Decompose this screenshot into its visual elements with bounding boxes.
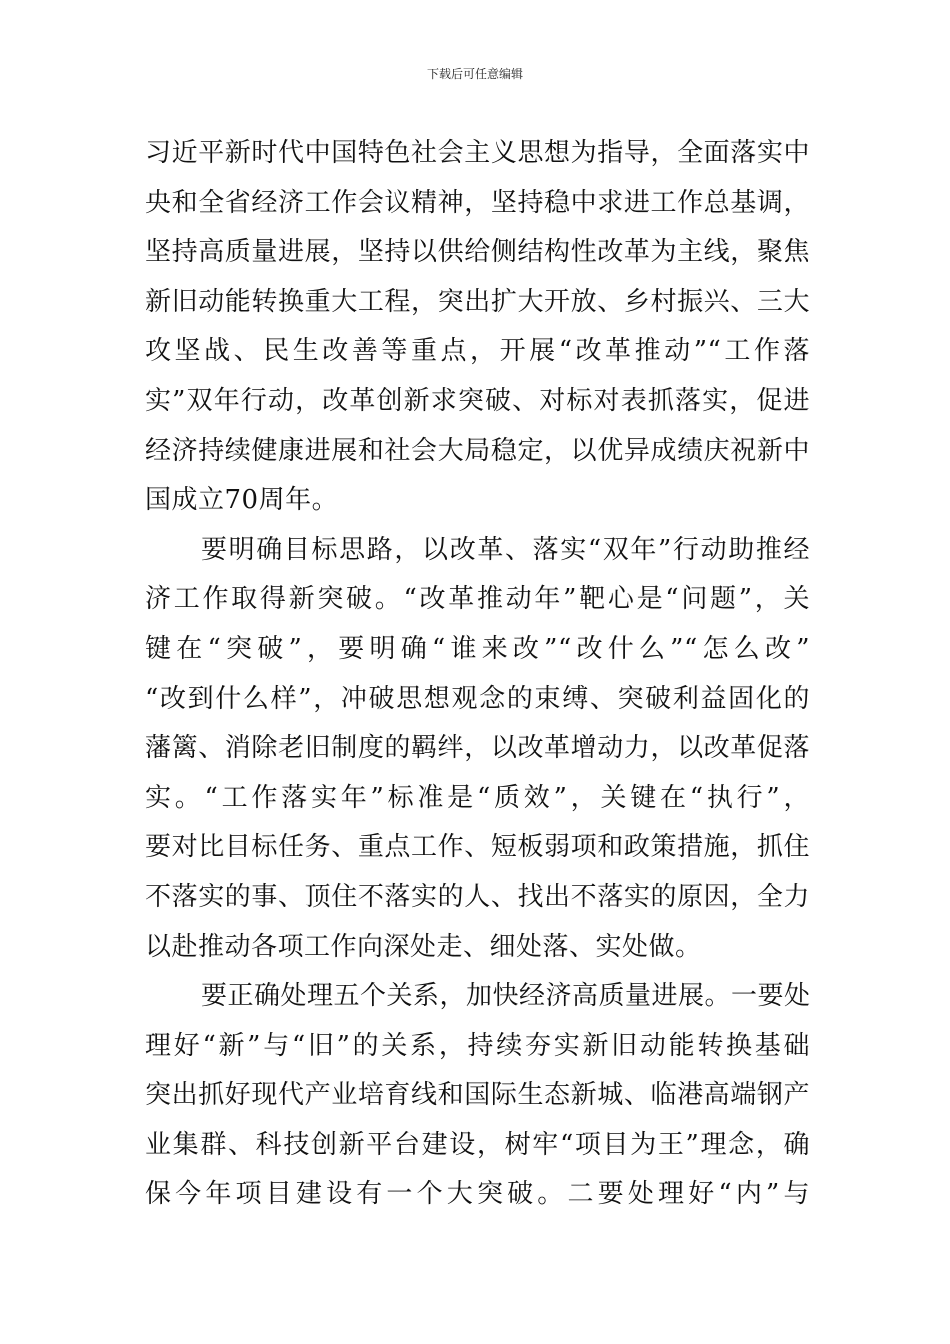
text-line: 坚持高质量进展，坚持以供给侧结构性改革为主线，聚焦 — [145, 237, 810, 268]
text-line: 保今年项目建设有一个大突破。二要处理好“内”与 — [145, 1179, 810, 1210]
text-line: 键在“突破”，要明确“谁来改”“改什么”“怎么改” — [145, 633, 810, 664]
paragraph-2 — [145, 526, 810, 972]
text-line: 要对比目标任务、重点工作、短板弱项和政策措施，抓住 — [145, 832, 810, 863]
text-line: “改到什么样”，冲破思想观念的束缚、突破利益固化的 — [145, 683, 810, 714]
text-line: 新旧动能转换重大工程，突出扩大开放、乡村振兴、三大 — [145, 286, 810, 317]
text-line: 经济持续健康进展和社会大局稳定，以优异成绩庆祝新中 — [145, 435, 810, 466]
text-line: 理好“新”与“旧”的关系，持续夯实新旧动能转换基础 — [145, 1030, 810, 1061]
text-line: 突出抓好现代产业培育线和国际生态新城、临港高端钢产 — [145, 1080, 810, 1111]
paragraph-3 — [145, 972, 810, 1220]
text-line: 国成立70周年。 — [145, 485, 339, 516]
text-line: 以赴推动各项工作向深处走、细处落、实处做。 — [145, 931, 702, 962]
text-line: 要正确处理五个关系，加快经济高质量进展。一要处 — [201, 981, 811, 1012]
text-line: 藩篱、消除老旧制度的羁绊，以改革增动力，以改革促落 — [145, 733, 810, 764]
text-line: 要明确目标思路，以改革、落实“双年”行动助推经 — [201, 534, 810, 565]
text-line: 业集群、科技创新平台建设，树牢“项目为王”理念，确 — [145, 1129, 810, 1160]
paragraph-1 — [145, 129, 810, 526]
text-line: 习近平新时代中国特色社会主义思想为指导，全面落实中 — [145, 138, 810, 168]
document-body — [145, 129, 810, 1220]
text-line: 攻坚战、民生改善等重点，开展“改革推动”“工作落 — [145, 336, 810, 367]
text-line: 央和全省经济工作会议精神，坚持稳中求进工作总基调， — [145, 187, 810, 218]
page-header: 下载后可任意编辑 — [426, 67, 523, 81]
text-line: 实。“工作落实年”标准是“质效”，关键在“执行”， — [145, 782, 810, 813]
text-line: 济工作取得新突破。“改革推动年”靶心是“问题”，关 — [145, 584, 810, 615]
text-line: 不落实的事、顶住不落实的人、找出不落实的原因，全力 — [145, 881, 810, 912]
text-line: 实”双年行动，改革创新求突破、对标对表抓落实，促进 — [145, 385, 810, 416]
